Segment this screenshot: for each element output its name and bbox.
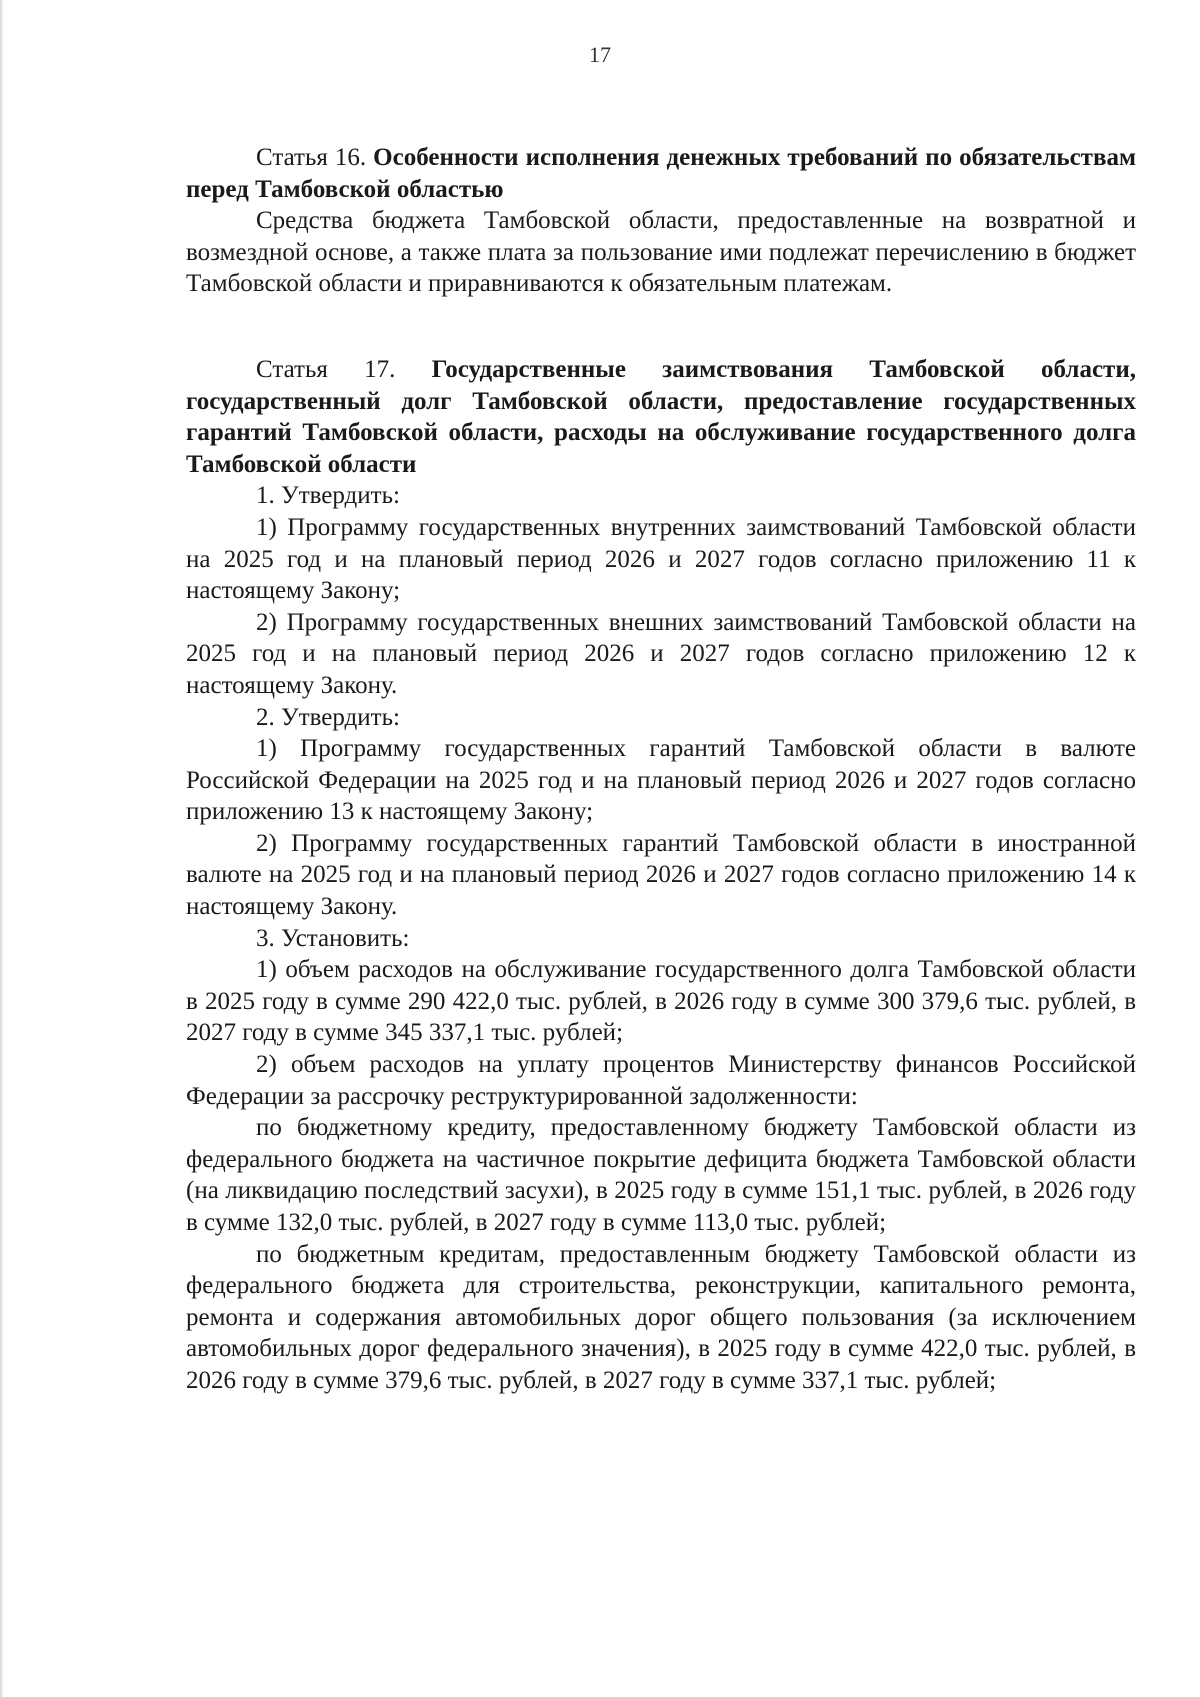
article-17-clause-3-item-1: 1) объем расходов на обслуживание государственного долга Тамбовской области в 2025 году в сумме 290 422,0 тыс. рублей, в 2026 году в сумме 300 379,6 тыс. рублей, в 2027 году в сумме 345 337,1 тыс. рублей; [186, 956, 1136, 1047]
article-16-title: Особенности исполнения денежных требований по обязательствам перед Тамбовской областью [186, 144, 1136, 203]
article-17-prefix: Статья 17. [256, 355, 432, 383]
article-16-prefix: Статья 16. [256, 144, 374, 171]
article-17-clause-2-item-1: 1) Программу государственных гарантий Тамбовской области в валюте Российской Федерации на 2025 год и на плановый период 2026 и 2027 годов согласно приложению 13 к настоящему Закону; [186, 735, 1136, 826]
article-17-clause-2: 2. Утвердить: [256, 703, 400, 731]
scan-edge-shadow [0, 0, 4, 1697]
article-17-clause-3-item-2-sub-2: по бюджетным кредитам, предоставленным бюджету Тамбовской области из федерального бюджета для строительства, реконструкции, капитального ремонта, ремонта и содержания автомобильных дорог общего пользования (за исключением автомобильных дорог федерального значения), в 2025 году в сумме 422,0 тыс. рублей, в 2026 году в сумме 379,6 тыс. рублей, в 2027 году в сумме 337,1 тыс. рублей; [186, 1240, 1136, 1394]
article-17-clause-1-item-2: 2) Программу государственных внешних заимствований Тамбовской области на 2025 год и на плановый период 2026 и 2027 годов согласно приложению 12 к настоящему Закону. [186, 608, 1136, 699]
page-number: 17 [589, 42, 611, 67]
article-separator [186, 300, 1136, 354]
article-17-clause-1-item-1: 1) Программу государственных внутренних заимствований Тамбовской области на 2025 год и на плановый период 2026 и 2027 годов согласно приложению 11 к настоящему Закону; [186, 513, 1136, 605]
article-17-clause-3: 3. Установить: [256, 924, 410, 952]
article-17-heading [186, 354, 1136, 480]
article-17-clause-3-item-2: 2) объем расходов на уплату процентов Министерству финансов Российской Федерации за рассрочку реструктурированной задолженности: [186, 1051, 1136, 1110]
article-17-clause-1: 1. Утвердить: [256, 482, 400, 510]
article-16-text: Средства бюджета Тамбовской области, предоставленные на возвратной и возмездной основе, а также плата за пользование ими подлежат перечислению в бюджет Тамбовской области и приравниваются к обязательным платежам. [186, 207, 1136, 298]
document-body [186, 142, 1136, 1397]
article-17-clause-3-item-2-sub-1: по бюджетному кредиту, предоставленному бюджету Тамбовской области из федерального бюджета на частичное покрытие дефицита бюджета Тамбовской области (на ликвидацию последствий засухи), в 2025 году в сумме 151,1 тыс. рублей, в 2026 году в сумме 132,0 тыс. рублей, в 2027 году в сумме 113,0 тыс. рублей; [186, 1114, 1136, 1236]
article-16-heading [186, 142, 1136, 205]
article-17-title: Государственные заимствования Тамбовской области, государственный долг Тамбовской области, предоставление государственных гарантий Тамбовской области, расходы на обслуживание государственного долга Тамбовской области [186, 355, 1136, 478]
article-17-clause-2-item-2: 2) Программу государственных гарантий Тамбовской области в иностранной валюте на 2025 год и на плановый период 2026 и 2027 годов согласно приложению 14 к настоящему Закону. [186, 829, 1136, 921]
